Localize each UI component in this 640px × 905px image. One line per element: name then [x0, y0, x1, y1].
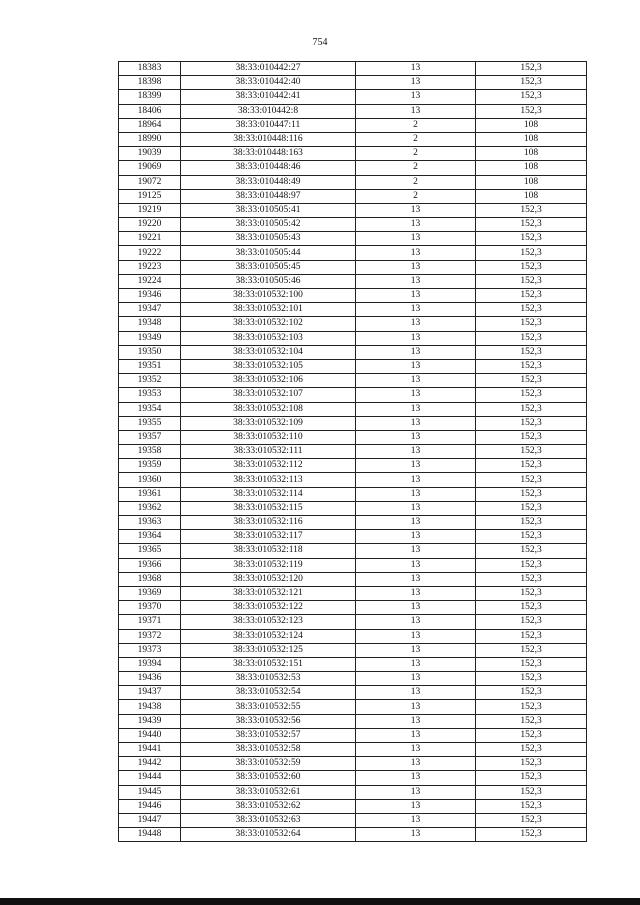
table-row: [119, 289, 587, 303]
zone-cell: 13: [356, 601, 476, 615]
cadastral-number-cell: 38:33:010532:107: [181, 388, 356, 402]
value-cell: 152,3: [476, 700, 587, 714]
cadastral-number-cell: 38:33:010532:125: [181, 643, 356, 657]
row-number-cell: 18398: [119, 76, 181, 90]
zone-cell: 13: [356, 374, 476, 388]
table-row: [119, 714, 587, 728]
table-row: [119, 388, 587, 402]
zone-cell: 13: [356, 260, 476, 274]
value-cell: 152,3: [476, 359, 587, 373]
table-row: [119, 118, 587, 132]
cadastral-number-cell: 38:33:010532:55: [181, 700, 356, 714]
value-cell: 108: [476, 118, 587, 132]
value-cell: 152,3: [476, 657, 587, 671]
row-number-cell: 19348: [119, 317, 181, 331]
table-row: [119, 487, 587, 501]
cadastral-number-cell: 38:33:010532:115: [181, 501, 356, 515]
zone-cell: 2: [356, 175, 476, 189]
value-cell: 152,3: [476, 289, 587, 303]
value-cell: 152,3: [476, 785, 587, 799]
zone-cell: 13: [356, 643, 476, 657]
row-number-cell: 19357: [119, 430, 181, 444]
zone-cell: 13: [356, 757, 476, 771]
zone-cell: 13: [356, 62, 476, 76]
page-number: 754: [312, 37, 328, 48]
value-cell: 152,3: [476, 686, 587, 700]
zone-cell: 13: [356, 218, 476, 232]
table-row: [119, 459, 587, 473]
row-number-cell: 19438: [119, 700, 181, 714]
value-cell: 152,3: [476, 62, 587, 76]
cadastral-number-cell: 38:33:010505:46: [181, 274, 356, 288]
value-cell: 152,3: [476, 317, 587, 331]
zone-cell: 13: [356, 700, 476, 714]
table-row: [119, 828, 587, 842]
value-cell: 152,3: [476, 274, 587, 288]
value-cell: 152,3: [476, 430, 587, 444]
table-row: [119, 374, 587, 388]
table-row: [119, 203, 587, 217]
zone-cell: 13: [356, 516, 476, 530]
table-row: [119, 572, 587, 586]
zone-cell: 13: [356, 785, 476, 799]
cadastral-number-cell: 38:33:010505:41: [181, 203, 356, 217]
row-number-cell: 19368: [119, 572, 181, 586]
table-row: [119, 672, 587, 686]
value-cell: 152,3: [476, 473, 587, 487]
zone-cell: 13: [356, 813, 476, 827]
table-row: [119, 147, 587, 161]
value-cell: 152,3: [476, 771, 587, 785]
row-number-cell: 19361: [119, 487, 181, 501]
table-row: [119, 175, 587, 189]
cadastral-number-cell: 38:33:010505:44: [181, 246, 356, 260]
cadastral-number-cell: 38:33:010505:43: [181, 232, 356, 246]
row-number-cell: 19447: [119, 813, 181, 827]
value-cell: 108: [476, 132, 587, 146]
cadastral-number-cell: 38:33:010532:101: [181, 303, 356, 317]
row-number-cell: 19441: [119, 743, 181, 757]
cadastral-number-cell: 38:33:010532:60: [181, 771, 356, 785]
table-row: [119, 132, 587, 146]
row-number-cell: 19371: [119, 615, 181, 629]
row-number-cell: 19446: [119, 799, 181, 813]
row-number-cell: 19442: [119, 757, 181, 771]
table-row: [119, 246, 587, 260]
cadastral-number-cell: 38:33:010532:59: [181, 757, 356, 771]
cadastral-number-cell: 38:33:010448:46: [181, 161, 356, 175]
cadastral-number-cell: 38:33:010532:63: [181, 813, 356, 827]
cadastral-number-cell: 38:33:010532:108: [181, 402, 356, 416]
row-number-cell: 18383: [119, 62, 181, 76]
zone-cell: 13: [356, 728, 476, 742]
value-cell: 152,3: [476, 544, 587, 558]
zone-cell: 13: [356, 572, 476, 586]
cadastral-number-cell: 38:33:010532:62: [181, 799, 356, 813]
row-number-cell: 19365: [119, 544, 181, 558]
zone-cell: 13: [356, 558, 476, 572]
cadastral-number-cell: 38:33:010532:58: [181, 743, 356, 757]
value-cell: 152,3: [476, 459, 587, 473]
row-number-cell: 19349: [119, 331, 181, 345]
row-number-cell: 19039: [119, 147, 181, 161]
row-number-cell: 18990: [119, 132, 181, 146]
cadastral-number-cell: 38:33:010532:105: [181, 359, 356, 373]
cadastral-number-cell: 38:33:010532:112: [181, 459, 356, 473]
row-number-cell: 19366: [119, 558, 181, 572]
table-row: [119, 700, 587, 714]
value-cell: 152,3: [476, 728, 587, 742]
table-row: [119, 757, 587, 771]
zone-cell: 13: [356, 104, 476, 118]
value-cell: 152,3: [476, 90, 587, 104]
value-cell: 108: [476, 189, 587, 203]
table-row: [119, 303, 587, 317]
zone-cell: 13: [356, 686, 476, 700]
cadastral-number-cell: 38:33:010532:56: [181, 714, 356, 728]
zone-cell: 13: [356, 274, 476, 288]
value-cell: 152,3: [476, 828, 587, 842]
value-cell: 152,3: [476, 331, 587, 345]
zone-cell: 13: [356, 714, 476, 728]
row-number-cell: 18399: [119, 90, 181, 104]
row-number-cell: 19355: [119, 416, 181, 430]
row-number-cell: 19359: [119, 459, 181, 473]
table-row: [119, 813, 587, 827]
value-cell: 152,3: [476, 345, 587, 359]
table-row: [119, 317, 587, 331]
row-number-cell: 19354: [119, 402, 181, 416]
table-row: [119, 629, 587, 643]
table-row: [119, 90, 587, 104]
value-cell: 152,3: [476, 104, 587, 118]
table-row: [119, 601, 587, 615]
row-number-cell: 19370: [119, 601, 181, 615]
cadastral-number-cell: 38:33:010532:116: [181, 516, 356, 530]
row-number-cell: 19394: [119, 657, 181, 671]
value-cell: 108: [476, 175, 587, 189]
row-number-cell: 19372: [119, 629, 181, 643]
zone-cell: 2: [356, 147, 476, 161]
value-cell: 152,3: [476, 374, 587, 388]
value-cell: 108: [476, 147, 587, 161]
table-row: [119, 76, 587, 90]
zone-cell: 13: [356, 203, 476, 217]
zone-cell: 13: [356, 743, 476, 757]
value-cell: 152,3: [476, 303, 587, 317]
table-row: [119, 728, 587, 742]
value-cell: 152,3: [476, 402, 587, 416]
value-cell: 152,3: [476, 743, 587, 757]
zone-cell: 13: [356, 76, 476, 90]
value-cell: 152,3: [476, 203, 587, 217]
table-row: [119, 345, 587, 359]
zone-cell: 13: [356, 487, 476, 501]
row-number-cell: 19350: [119, 345, 181, 359]
zone-cell: 13: [356, 615, 476, 629]
zone-cell: 2: [356, 118, 476, 132]
table-row: [119, 402, 587, 416]
table-row: [119, 771, 587, 785]
row-number-cell: 19069: [119, 161, 181, 175]
zone-cell: 13: [356, 828, 476, 842]
cadastral-number-cell: 38:33:010442:40: [181, 76, 356, 90]
value-cell: 152,3: [476, 714, 587, 728]
row-number-cell: 19347: [119, 303, 181, 317]
cadastral-number-cell: 38:33:010532:57: [181, 728, 356, 742]
row-number-cell: 19358: [119, 445, 181, 459]
row-number-cell: 19224: [119, 274, 181, 288]
zone-cell: 13: [356, 445, 476, 459]
row-number-cell: 19223: [119, 260, 181, 274]
cadastral-number-cell: 38:33:010532:151: [181, 657, 356, 671]
zone-cell: 13: [356, 345, 476, 359]
value-cell: 152,3: [476, 601, 587, 615]
zone-cell: 13: [356, 317, 476, 331]
value-cell: 152,3: [476, 416, 587, 430]
table-row: [119, 516, 587, 530]
row-number-cell: 19439: [119, 714, 181, 728]
zone-cell: 13: [356, 530, 476, 544]
cadastral-number-cell: 38:33:010532:111: [181, 445, 356, 459]
row-number-cell: 19363: [119, 516, 181, 530]
cadastral-number-cell: 38:33:010532:122: [181, 601, 356, 615]
cadastral-number-cell: 38:33:010532:109: [181, 416, 356, 430]
zone-cell: 13: [356, 388, 476, 402]
zone-cell: 13: [356, 359, 476, 373]
row-number-cell: 19353: [119, 388, 181, 402]
row-number-cell: 19351: [119, 359, 181, 373]
cadastral-number-cell: 38:33:010447:11: [181, 118, 356, 132]
value-cell: 108: [476, 161, 587, 175]
value-cell: 152,3: [476, 757, 587, 771]
row-number-cell: 18406: [119, 104, 181, 118]
cadastral-number-cell: 38:33:010532:118: [181, 544, 356, 558]
zone-cell: 13: [356, 246, 476, 260]
zone-cell: 13: [356, 544, 476, 558]
row-number-cell: 18964: [119, 118, 181, 132]
cadastral-number-cell: 38:33:010532:121: [181, 586, 356, 600]
row-number-cell: 19445: [119, 785, 181, 799]
value-cell: 152,3: [476, 487, 587, 501]
zone-cell: 13: [356, 303, 476, 317]
row-number-cell: 19222: [119, 246, 181, 260]
zone-cell: 13: [356, 289, 476, 303]
zone-cell: 13: [356, 501, 476, 515]
zone-cell: 2: [356, 132, 476, 146]
zone-cell: 13: [356, 473, 476, 487]
zone-cell: 13: [356, 416, 476, 430]
registry-table: [118, 61, 587, 842]
table-row: [119, 473, 587, 487]
zone-cell: 13: [356, 799, 476, 813]
cadastral-number-cell: 38:33:010442:8: [181, 104, 356, 118]
zone-cell: 2: [356, 161, 476, 175]
cadastral-number-cell: 38:33:010532:119: [181, 558, 356, 572]
row-number-cell: 19221: [119, 232, 181, 246]
value-cell: 152,3: [476, 799, 587, 813]
cadastral-number-cell: 38:33:010532:113: [181, 473, 356, 487]
table-row: [119, 530, 587, 544]
table-row: [119, 218, 587, 232]
table-row: [119, 331, 587, 345]
value-cell: 152,3: [476, 615, 587, 629]
row-number-cell: 19362: [119, 501, 181, 515]
row-number-cell: 19125: [119, 189, 181, 203]
cadastral-number-cell: 38:33:010532:103: [181, 331, 356, 345]
value-cell: 152,3: [476, 530, 587, 544]
table-row: [119, 161, 587, 175]
row-number-cell: 19373: [119, 643, 181, 657]
zone-cell: 13: [356, 459, 476, 473]
cadastral-number-cell: 38:33:010532:61: [181, 785, 356, 799]
value-cell: 152,3: [476, 76, 587, 90]
cadastral-number-cell: 38:33:010532:124: [181, 629, 356, 643]
bottom-scan-edge: [0, 898, 640, 905]
table-row: [119, 657, 587, 671]
row-number-cell: 19437: [119, 686, 181, 700]
row-number-cell: 19369: [119, 586, 181, 600]
row-number-cell: 19072: [119, 175, 181, 189]
value-cell: 152,3: [476, 218, 587, 232]
row-number-cell: 19364: [119, 530, 181, 544]
table-row: [119, 686, 587, 700]
value-cell: 152,3: [476, 501, 587, 515]
cadastral-number-cell: 38:33:010532:64: [181, 828, 356, 842]
table-row: [119, 743, 587, 757]
table-row: [119, 501, 587, 515]
value-cell: 152,3: [476, 643, 587, 657]
table-row: [119, 785, 587, 799]
cadastral-number-cell: 38:33:010505:42: [181, 218, 356, 232]
row-number-cell: 19440: [119, 728, 181, 742]
cadastral-number-cell: 38:33:010532:106: [181, 374, 356, 388]
table-row: [119, 445, 587, 459]
row-number-cell: 19219: [119, 203, 181, 217]
cadastral-number-cell: 38:33:010448:97: [181, 189, 356, 203]
table-row: [119, 544, 587, 558]
row-number-cell: 19444: [119, 771, 181, 785]
zone-cell: 13: [356, 90, 476, 104]
value-cell: 152,3: [476, 246, 587, 260]
zone-cell: 13: [356, 586, 476, 600]
table-row: [119, 799, 587, 813]
value-cell: 152,3: [476, 586, 587, 600]
cadastral-number-cell: 38:33:010532:117: [181, 530, 356, 544]
value-cell: 152,3: [476, 516, 587, 530]
table-row: [119, 416, 587, 430]
table-row: [119, 189, 587, 203]
zone-cell: 13: [356, 771, 476, 785]
cadastral-number-cell: 38:33:010532:104: [181, 345, 356, 359]
row-number-cell: 19346: [119, 289, 181, 303]
table-row: [119, 558, 587, 572]
cadastral-number-cell: 38:33:010448:49: [181, 175, 356, 189]
row-number-cell: 19436: [119, 672, 181, 686]
table-row: [119, 586, 587, 600]
table-row: [119, 104, 587, 118]
zone-cell: 2: [356, 189, 476, 203]
value-cell: 152,3: [476, 260, 587, 274]
table-row: [119, 260, 587, 274]
zone-cell: 13: [356, 430, 476, 444]
table-row: [119, 62, 587, 76]
cadastral-number-cell: 38:33:010532:102: [181, 317, 356, 331]
cadastral-number-cell: 38:33:010442:41: [181, 90, 356, 104]
cadastral-number-cell: 38:33:010532:114: [181, 487, 356, 501]
value-cell: 152,3: [476, 445, 587, 459]
table-row: [119, 359, 587, 373]
value-cell: 152,3: [476, 558, 587, 572]
cadastral-number-cell: 38:33:010442:27: [181, 62, 356, 76]
table-row: [119, 615, 587, 629]
registry-table-body: [119, 62, 587, 842]
value-cell: 152,3: [476, 388, 587, 402]
cadastral-number-cell: 38:33:010532:54: [181, 686, 356, 700]
table-row: [119, 274, 587, 288]
cadastral-number-cell: 38:33:010532:110: [181, 430, 356, 444]
cadastral-number-cell: 38:33:010532:123: [181, 615, 356, 629]
cadastral-number-cell: 38:33:010448:116: [181, 132, 356, 146]
table-row: [119, 643, 587, 657]
cadastral-number-cell: 38:33:010532:100: [181, 289, 356, 303]
table-row: [119, 232, 587, 246]
value-cell: 152,3: [476, 572, 587, 586]
zone-cell: 13: [356, 629, 476, 643]
row-number-cell: 19220: [119, 218, 181, 232]
value-cell: 152,3: [476, 672, 587, 686]
zone-cell: 13: [356, 232, 476, 246]
row-number-cell: 19448: [119, 828, 181, 842]
cadastral-number-cell: 38:33:010448:163: [181, 147, 356, 161]
value-cell: 152,3: [476, 813, 587, 827]
value-cell: 152,3: [476, 232, 587, 246]
zone-cell: 13: [356, 657, 476, 671]
cadastral-number-cell: 38:33:010505:45: [181, 260, 356, 274]
zone-cell: 13: [356, 672, 476, 686]
row-number-cell: 19352: [119, 374, 181, 388]
zone-cell: 13: [356, 331, 476, 345]
row-number-cell: 19360: [119, 473, 181, 487]
value-cell: 152,3: [476, 629, 587, 643]
cadastral-number-cell: 38:33:010532:53: [181, 672, 356, 686]
table-row: [119, 430, 587, 444]
cadastral-number-cell: 38:33:010532:120: [181, 572, 356, 586]
zone-cell: 13: [356, 402, 476, 416]
